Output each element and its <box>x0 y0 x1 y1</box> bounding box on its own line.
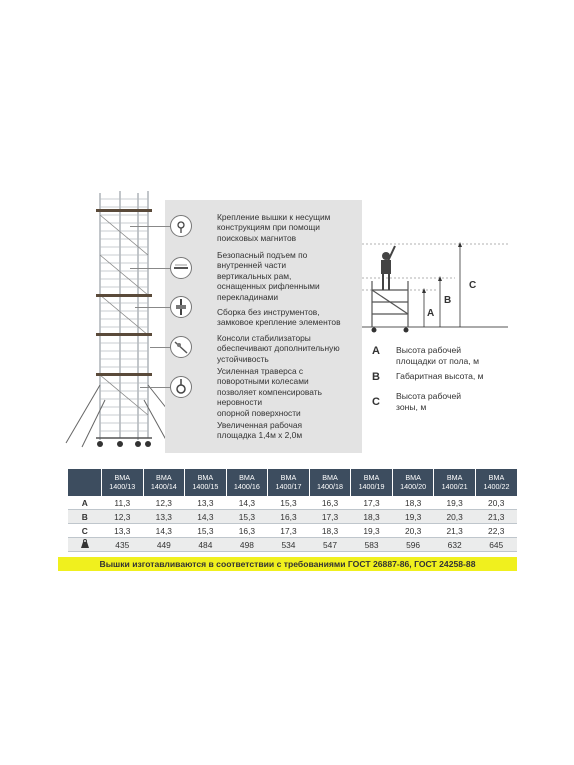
table-cell: 16,3 <box>309 496 351 510</box>
table-cell: 14,3 <box>226 496 268 510</box>
feature-text-stabilizers: Консоли стабилизаторы обеспечивают дополнительную устойчивость <box>217 333 340 364</box>
feature-text-climb: Безопасный подъем по внутренней части вертикальных рам, оснащенных рифленными перекладинами <box>217 250 320 302</box>
legend-letter: B <box>372 371 380 383</box>
table-cell: 21,3 <box>434 524 476 538</box>
wheel-icon <box>170 376 192 398</box>
diagram-label-b: B <box>444 295 452 306</box>
table-column-header: BMA 1400/20 <box>392 469 434 496</box>
table-cell: 534 <box>268 538 310 552</box>
table-cell: 632 <box>434 538 476 552</box>
row-label: A <box>68 496 102 510</box>
row-label: B <box>68 510 102 524</box>
table-cell: 13,3 <box>185 496 227 510</box>
spec-table <box>68 469 517 552</box>
table-cell: 16,3 <box>268 510 310 524</box>
table-column-header: BMA 1400/17 <box>268 469 310 496</box>
connector-line <box>130 268 170 269</box>
table-column-header: BMA 1400/22 <box>475 469 517 496</box>
connector-line <box>135 307 170 308</box>
table-cell: 498 <box>226 538 268 552</box>
stabilizer-icon <box>170 336 192 358</box>
table-cell: 14,3 <box>185 510 227 524</box>
table-column-header: BMA 1400/14 <box>143 469 185 496</box>
table-cell: 16,3 <box>226 524 268 538</box>
table-header-corner <box>68 469 102 496</box>
table-cell: 20,3 <box>434 510 476 524</box>
table-cell: 12,3 <box>102 510 144 524</box>
table-cell: 19,3 <box>351 524 393 538</box>
table-column-header: BMA 1400/19 <box>351 469 393 496</box>
table-cell: 583 <box>351 538 393 552</box>
table-row <box>68 496 517 510</box>
table-cell: 18,3 <box>392 496 434 510</box>
gost-banner-text: Вышки изготавливаются в соответствии с требованиями ГОСТ 26887-86, ГОСТ 24258-88 <box>99 559 476 569</box>
table-cell: 17,3 <box>309 510 351 524</box>
table-cell: 20,3 <box>475 496 517 510</box>
table-cell: 19,3 <box>392 510 434 524</box>
ladder-rung-icon <box>170 257 192 279</box>
table-column-header: BMA 1400/16 <box>226 469 268 496</box>
connector-line <box>150 347 170 348</box>
table-cell: 22,3 <box>475 524 517 538</box>
table-cell: 19,3 <box>434 496 476 510</box>
table-cell: 20,3 <box>392 524 434 538</box>
table-cell: 18,3 <box>351 510 393 524</box>
table-cell: 596 <box>392 538 434 552</box>
diagram-label-c: C <box>469 280 477 291</box>
connector-line <box>130 226 170 227</box>
feature-text-assembly: Сборка без инструментов, замковое крепление элементов <box>217 307 341 328</box>
table-column-header: BMA 1400/18 <box>309 469 351 496</box>
table-cell: 14,3 <box>143 524 185 538</box>
gost-banner <box>58 557 517 571</box>
table-cell: 15,3 <box>226 510 268 524</box>
table-cell: 449 <box>143 538 185 552</box>
table-cell: 17,3 <box>268 524 310 538</box>
table-cell: 484 <box>185 538 227 552</box>
table-cell: 15,3 <box>185 524 227 538</box>
row-label: C <box>68 524 102 538</box>
table-cell: 11,3 <box>102 496 144 510</box>
row-label <box>68 538 102 552</box>
feature-text-platform: Увеличенная рабочая площадка 1,4м х 2,0м <box>217 420 303 441</box>
legend-letter: C <box>372 396 380 408</box>
table-cell: 435 <box>102 538 144 552</box>
legend-text: Высота рабочей зоны, м <box>396 391 462 412</box>
table-header-row <box>68 469 517 496</box>
height-diagram <box>360 236 510 336</box>
magnet-icon <box>170 215 192 237</box>
weight-icon <box>79 539 91 549</box>
table-cell: 13,3 <box>102 524 144 538</box>
table-cell: 17,3 <box>351 496 393 510</box>
table-cell: 21,3 <box>475 510 517 524</box>
clamp-icon <box>170 296 192 318</box>
table-cell: 645 <box>475 538 517 552</box>
table-cell: 18,3 <box>309 524 351 538</box>
table-row <box>68 524 517 538</box>
table-column-header: BMA 1400/13 <box>102 469 144 496</box>
table-cell: 15,3 <box>268 496 310 510</box>
connector-line <box>140 387 170 388</box>
feature-text-traverse: Усиленная траверса с поворотными колесами позволяет компенсировать неровности опорной поверхности <box>217 366 322 418</box>
table-column-header: BMA 1400/15 <box>185 469 227 496</box>
legend-text: Габаритная высота, м <box>396 371 484 381</box>
table-row <box>68 510 517 524</box>
table-cell: 13,3 <box>143 510 185 524</box>
diagram-label-a: A <box>427 308 435 319</box>
legend-text: Высота рабочей площадки от пола, м <box>396 345 479 366</box>
table-cell: 547 <box>309 538 351 552</box>
feature-text-magnets: Крепление вышки к несущим конструкциям при помощи поисковых магнитов <box>217 212 331 243</box>
legend-letter: A <box>372 345 380 357</box>
table-column-header: BMA 1400/21 <box>434 469 476 496</box>
table-row <box>68 538 517 552</box>
table-cell: 12,3 <box>143 496 185 510</box>
